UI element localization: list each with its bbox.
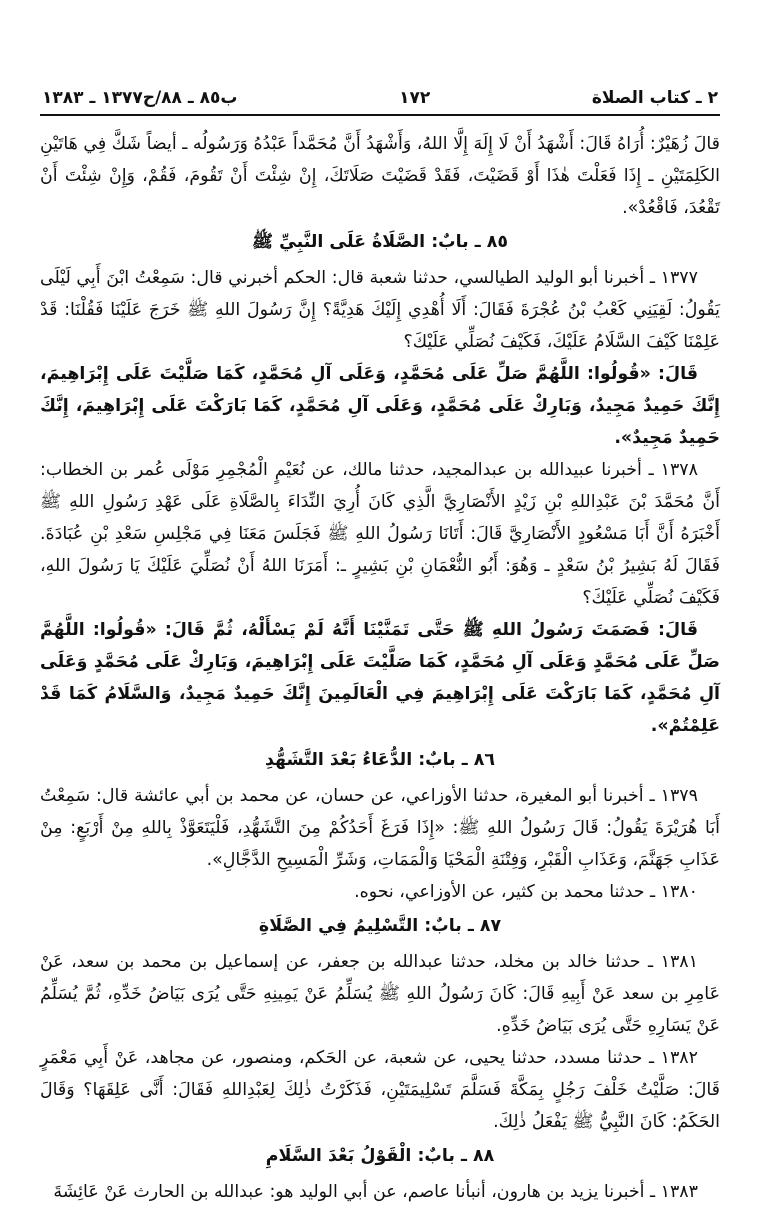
continued-text: قالَ زُهَيْرٌ: أُرَاهُ قَالَ: أَشْهَدُ أَنْ لَا إِلَهَ إِلَّا اللهُ، وَأَشْهَدُ أَنَّ مُحَمَّداً عَبْدُهُ وَرَسُولُه ـ أيضاً شَكَّ فِي هَاتَيْنِ الكَلِمَتَيْنِ ـ إِذَا فَعَلْتَ هٰذَا أَوْ قَضَيْتَ، فَقَدْ قَضَيْتَ صَلَاتَكَ، إِنْ شِئْتَ أَنْ تَقُومَ، فَقُمْ، وَإِنْ شِئْتَ أَنْ تَقْعُدَ، فَاقْعُدْ». — [40, 134, 720, 218]
book-page — [40, 88, 720, 1208]
hadith-1381: ١٣٨١ ـ حدثنا خالد بن مخلد، حدثنا عبدالله بن جعفر، عن إسماعيل بن محمد بن سعد، عَنْ عَامِرِ بن سعد عَنْ أَبِيهِ قَالَ: كَانَ رَسُولُ اللهِ ﷺ يُسَلِّمُ عَنْ يَمِينِهِ حَتَّى يُرَى بَيَاضُ خَدِّهِ، ثُمَّ يُسَلِّمُ عَنْ يَسَارِهِ حَتَّى يُرَى بَيَاضُ خَدِّهِ. — [40, 952, 720, 1036]
chapter-heading-85: ٨٥ ـ بابٌ: الصَّلَاةُ عَلَى النَّبِيِّ ﷺ — [252, 232, 508, 252]
hadith-1377: ١٣٧٧ ـ أخبرنا أبو الوليد الطيالسي، حدثنا شعبة قال: الحكم أخبرني قال: سَمِعْتُ ابْنَ أَبِي لَيْلَى يَقُولُ: لَقِيَنِي كَعْبُ بْنُ عُجْرَةَ فَقَالَ: أَلَا أُهْدِي إِلَيْكَ هَدِيَّةً؟ إِنَّ رَسُولَ اللهِ ﷺ خَرَجَ عَلَيْنَا فَقُلْنَا: قَدْ عَلِمْنَا كَيْفَ السَّلَامُ عَلَيْكَ، فَكَيْفَ نُصَلِّي عَلَيْكَ؟ — [40, 268, 720, 352]
hadith-range: ب٨٥ ـ ٨٨/ح١٣٧٧ ـ ١٣٨٣ — [42, 88, 238, 108]
chapter-heading-88: ٨٨ ـ بابٌ: الْقَوْلُ بَعْدَ السَّلَامِ — [265, 1146, 495, 1166]
chapter-heading-86: ٨٦ ـ بابٌ: الدُّعَاءُ بَعْدَ التَّشَهُّدِ — [265, 750, 495, 770]
page-number: ١٧٢ — [399, 88, 431, 108]
chapter-title: ٢ ـ كتاب الصلاة — [591, 88, 718, 108]
hadith-1379: ١٣٧٩ ـ أخبرنا أبو المغيرة، حدثنا الأوزاعي، عن حسان، عن محمد بن أبي عائشة قال: سَمِعْتُ أَبَا هُرَيْرَةَ يَقُولُ: قَالَ رَسُولُ اللهِ ﷺ: «إِذَا فَرَغَ أَحَدُكُمْ مِنَ التَّشَهُّدِ، فَلْيَتَعَوَّذْ بِاللهِ مِنْ أَرْبَعٍ: مِنْ عَذَابِ جَهَنَّمَ، وَعَذَابِ الْقَبْرِ، وَفِتْنَةِ الْمَحْيَا وَالْمَمَاتِ، وَشَرِّ الْمَسِيحِ الدَّجَّالِ». — [40, 786, 720, 870]
hadith-1383: ١٣٨٣ ـ أخبرنا يزيد بن هارون، أنبأنا عاصم، عن أبي الوليد هو: عبدالله بن الحارث عَنْ عَائِشَةَ — [53, 1182, 698, 1202]
hadith-1380: ١٣٨٠ ـ حدثنا محمد بن كثير، عن الأوزاعي، نحوه. — [354, 882, 698, 902]
hadith-1382: ١٣٨٢ ـ حدثنا مسدد، حدثنا يحيى، عن شعبة، عن الحَكم، ومنصور، عن مجاهد، عَنْ أَبِي مَعْمَرٍ قَالَ: صَلَّيْتُ خَلْفَ رَجُلٍ بِمَكَّةَ فَسَلَّمَ تَسْلِيمَتَيْنِ، فَذَكَرْتُ ذٰلِكَ لِعَبْدِاللهِ فَقَالَ: أَنَّى عَلِقَهَا؟ وَقَالَ الحَكَمُ: كَانَ النَّبِيُّ ﷺ يَفْعَلُ ذٰلِكَ. — [40, 1048, 720, 1132]
page-header — [40, 88, 720, 116]
hadith-1377-quote: قَالَ: «قُولُوا: اللَّهُمَّ صَلِّ عَلَى مُحَمَّدٍ، وَعَلَى آلِ مُحَمَّدٍ، كَمَا صَلَّيْتَ عَلَى إِبْرَاهِيمَ، إِنَّكَ حَمِيدٌ مَجِيدٌ، وَبَارِكْ عَلَى مُحَمَّدٍ، وَعَلَى آلِ مُحَمَّدٍ، كَمَا بَارَكْتَ عَلَى إِبْرَاهِيمَ، إِنَّكَ حَمِيدٌ مَجِيدٌ». — [40, 364, 720, 448]
hadith-1378: ١٣٧٨ ـ أخبرنا عبيدالله بن عبدالمجيد، حدثنا مالك، عن نُعَيْمٍ الْمُجْمِرِ مَوْلَى عُمر بن الخطاب: أَنَّ مُحَمَّدَ بْنَ عَبْدِاللهِ بْنِ زَيْدٍ الأَنْصَارِيَّ الَّذِي كَانَ أُرِيَ النِّدَاءَ بِالصَّلَاةِ عَلَى عَهْدِ رَسُولِ اللهِ ﷺ أَخْبَرَهُ أَنَّ أَبَا مَسْعُودٍ الأَنْصَارِيَّ قَالَ: أَتَانَا رَسُولُ اللهِ ﷺ فَجَلَسَ مَعَنَا فِي مَجْلِسِ سَعْدِ بْنِ عُبَادَةَ. فَقَالَ لَهُ بَشِيرُ بْنُ سَعْدٍ ـ وَهُوَ: أَبُو النُّعْمَانِ بْنِ بَشِيرٍ ـ: أَمَرَنَا اللهُ أَنْ نُصَلِّيَ عَلَيْكَ يَا رَسُولَ اللهِ، فَكَيْفَ نُصَلِّي عَلَيْكَ؟ — [40, 460, 720, 608]
chapter-heading-87: ٨٧ ـ بابٌ: التَّسْلِيمُ فِي الصَّلَاةِ — [258, 916, 502, 936]
hadith-1378-quote: قَالَ: فَصَمَتَ رَسُولُ اللهِ ﷺ حَتَّى تَمَنَّيْنَا أَنَّهُ لَمْ يَسْأَلْهُ، ثُمَّ قَالَ: «قُولُوا: اللَّهُمَّ صَلِّ عَلَى مُحَمَّدٍ وَعَلَى آلِ مُحَمَّدٍ، كَمَا صَلَّيْتَ عَلَى إِبْرَاهِيمَ، وَبَارِكْ عَلَى مُحَمَّدٍ وَعَلَى آلِ مُحَمَّدٍ، كَمَا بَارَكْتَ عَلَى إِبْرَاهِيمَ فِي الْعَالَمِينَ إِنَّكَ حَمِيدٌ مَجِيدٌ، وَالسَّلَامُ كَمَا قَدْ عَلِمْتُمْ». — [40, 620, 720, 736]
